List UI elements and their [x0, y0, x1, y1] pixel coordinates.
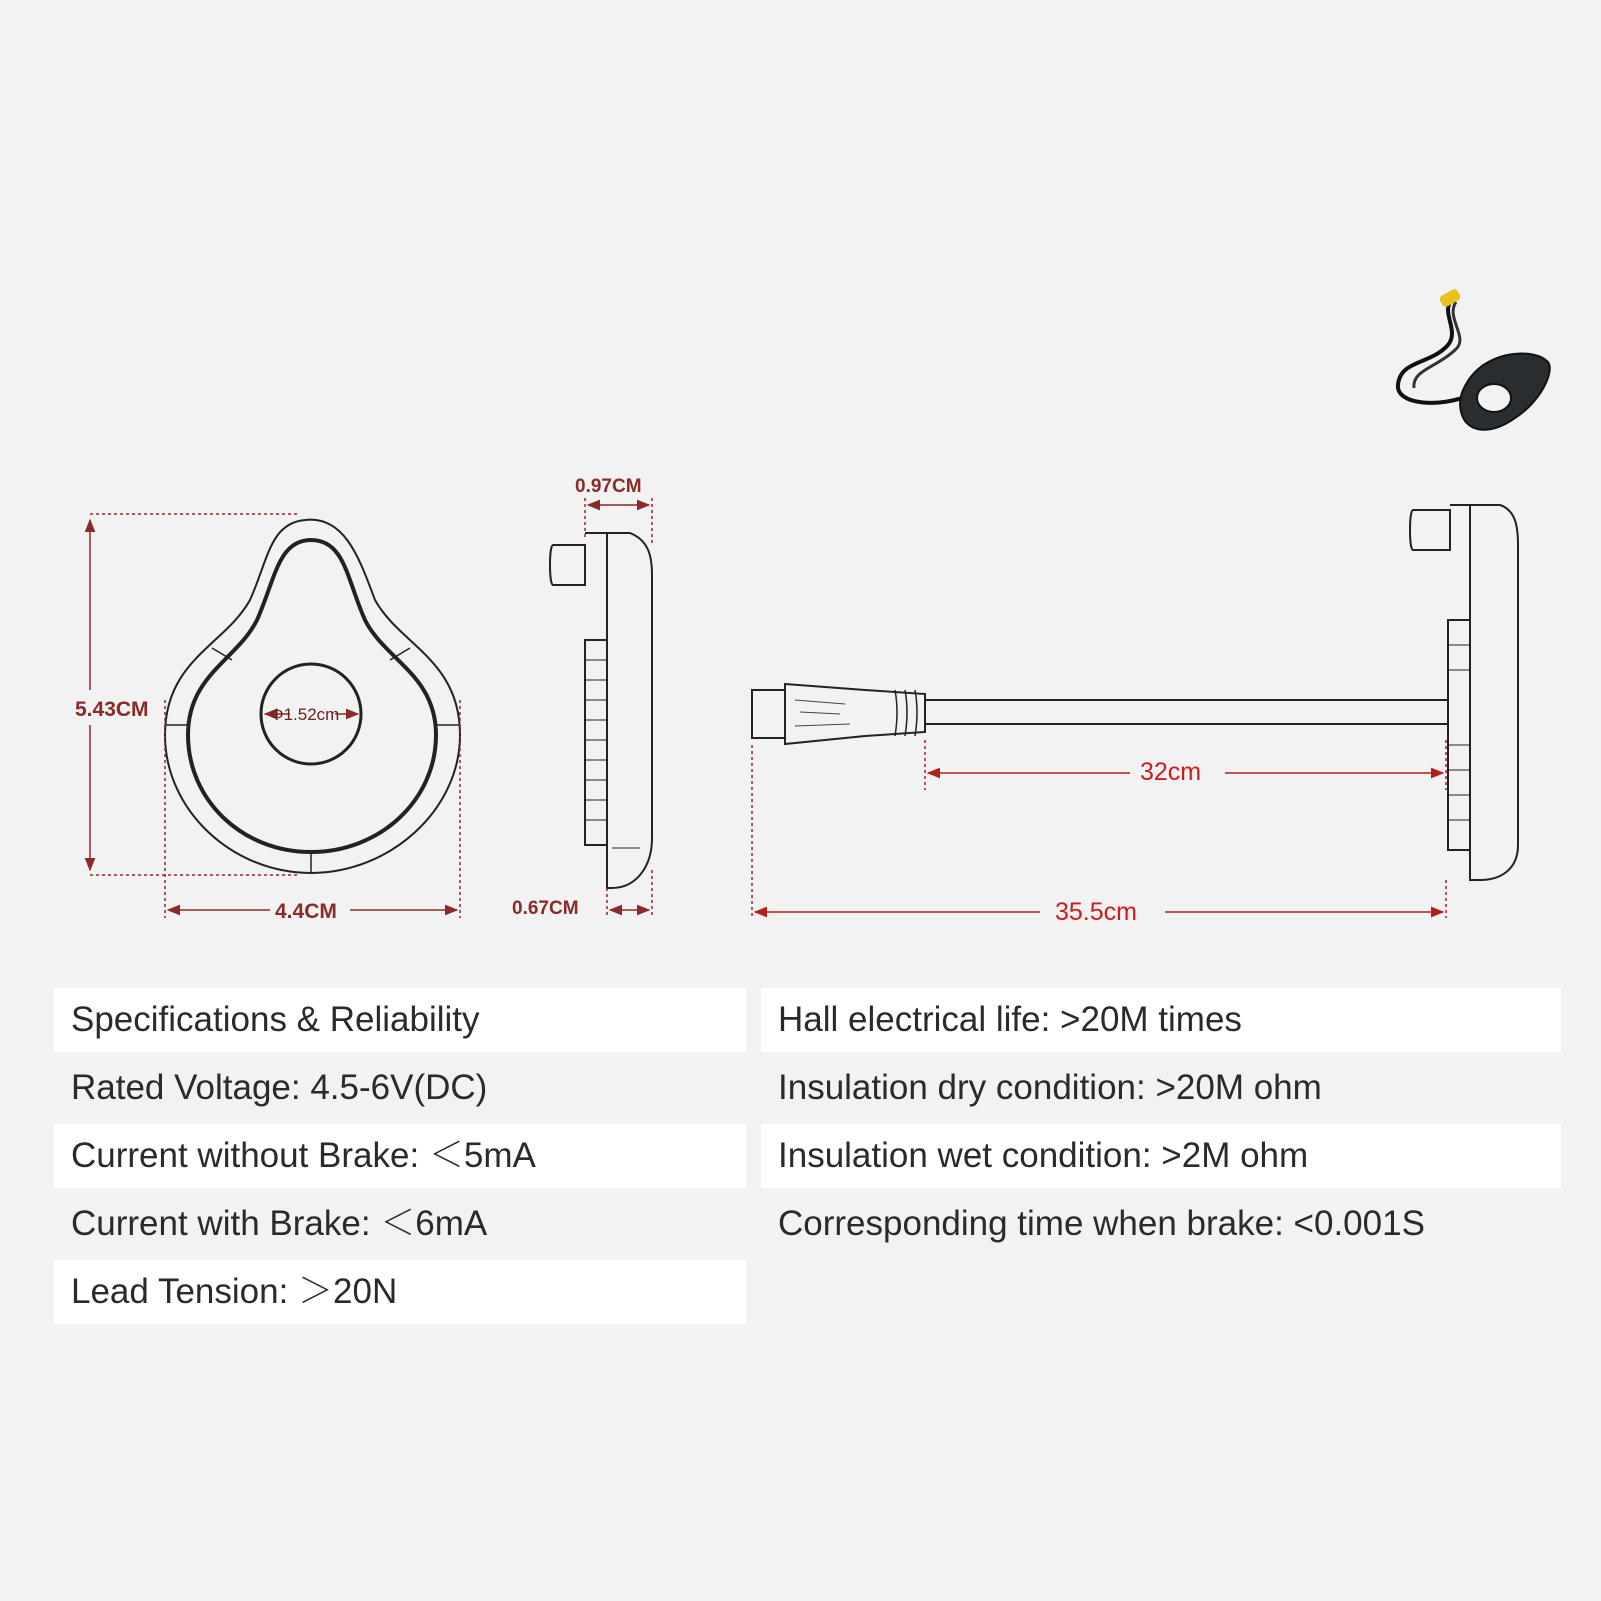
thickness-top-label: 0.97CM [575, 476, 642, 497]
cable-view [752, 505, 1518, 880]
side-view [550, 533, 652, 888]
cable-length-label: 32cm [1140, 758, 1202, 786]
spec-row-insulation-wet: Insulation wet condition: >2M ohm [761, 1124, 1561, 1188]
spec-row-current-without-brake: Current without Brake: ＜5mA [54, 1124, 746, 1188]
spec-row-response-time: Corresponding time when brake: <0.001S [778, 1204, 1425, 1243]
hole-diameter-label: Φ1.52cm [270, 705, 340, 724]
brake-sensor-photo-icon [1398, 288, 1550, 430]
thickness-bottom-label: 0.67CM [512, 898, 579, 919]
total-length-label: 35.5cm [1055, 898, 1137, 926]
width-dimension-label: 4.4CM [275, 900, 337, 923]
spec-row-current-with-brake: Current with Brake: ＜6mA [71, 1204, 488, 1243]
side-view-dimension-lines [585, 498, 652, 918]
spec-row-title: Specifications & Reliability [54, 988, 746, 1052]
spec-row-lead-tension: Lead Tension: ＞20N [54, 1260, 746, 1324]
cable-dimension-lines [752, 740, 1446, 918]
spec-row-rated-voltage: Rated Voltage: 4.5-6V(DC) [71, 1068, 488, 1107]
spec-row-hall-life: Hall electrical life: >20M times [761, 988, 1561, 1052]
height-dimension-label: 5.43CM [75, 698, 149, 721]
front-view [165, 520, 460, 873]
spec-row-insulation-dry: Insulation dry condition: >20M ohm [778, 1068, 1322, 1107]
